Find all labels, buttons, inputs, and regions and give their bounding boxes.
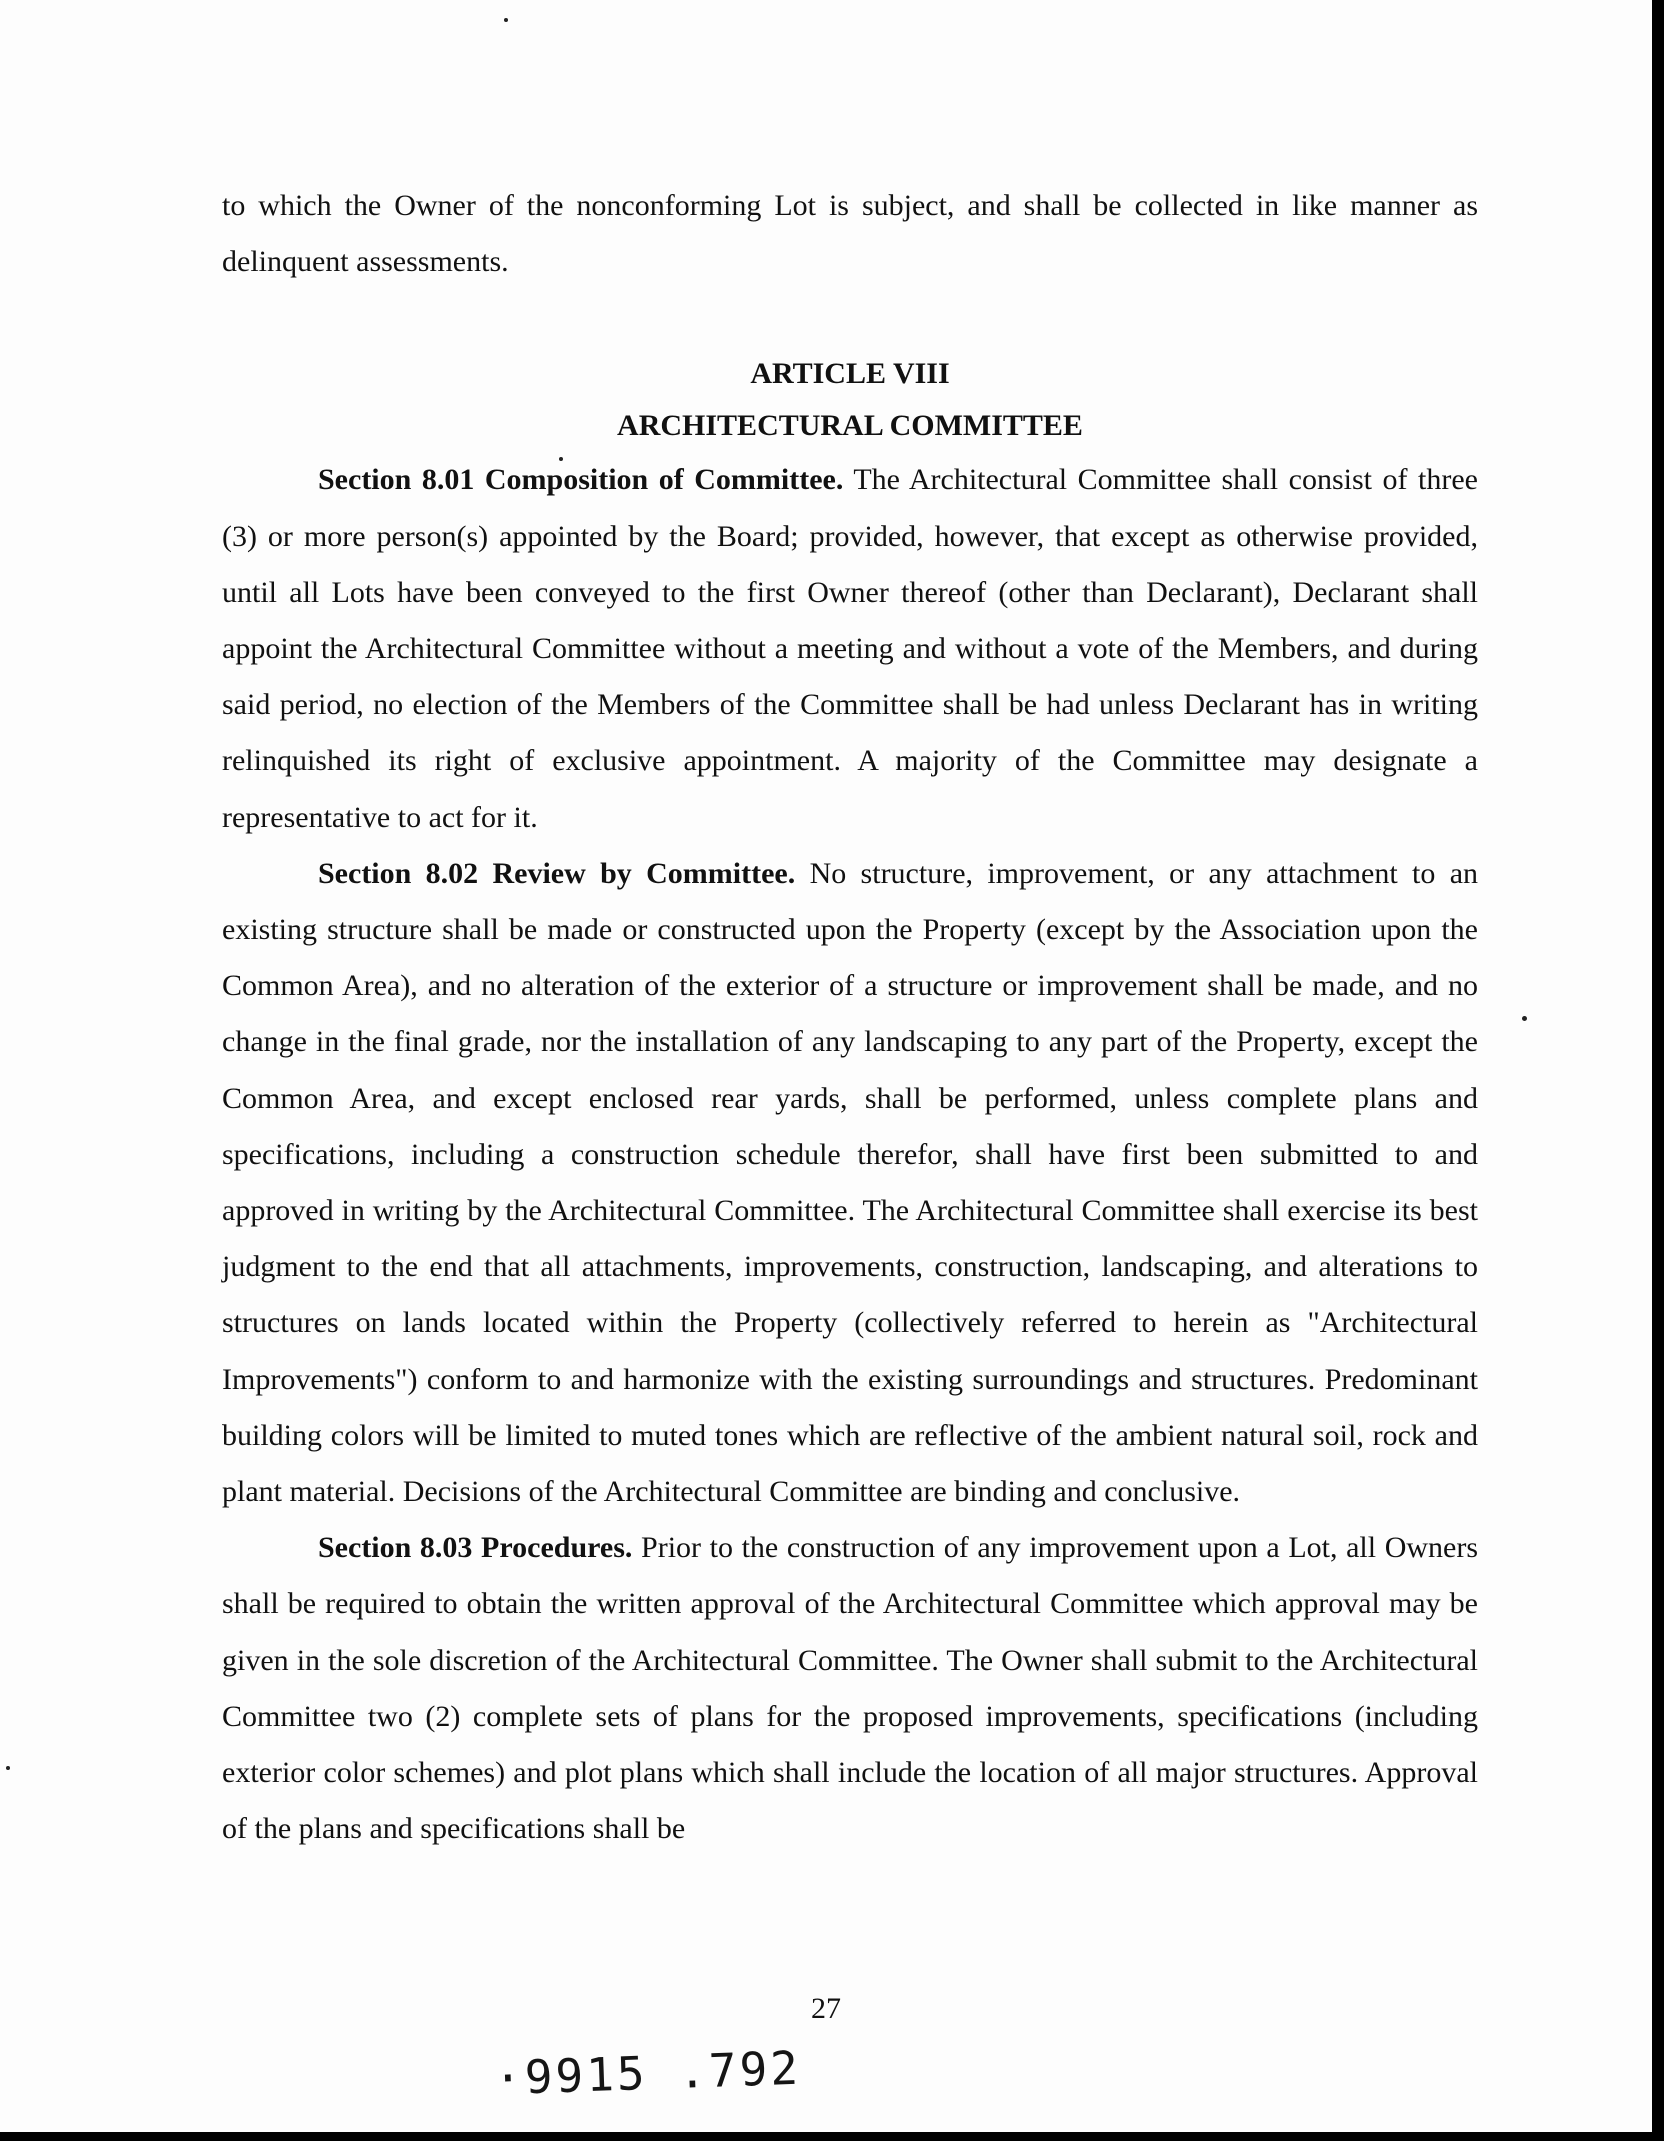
scan-speck bbox=[504, 18, 508, 22]
page-number: 27 bbox=[811, 1992, 841, 2025]
article-title: ARCHITECTURAL COMMITTEE bbox=[617, 409, 1083, 443]
scan-speck bbox=[559, 457, 563, 461]
section-8-02-paragraph bbox=[222, 846, 1478, 1520]
article-number: ARTICLE VIII bbox=[750, 357, 950, 391]
section-8-01-paragraph bbox=[222, 452, 1478, 845]
section-8-03-paragraph bbox=[222, 1520, 1478, 1857]
continuation-paragraph: to which the Owner of the nonconforming Lot is subject, and shall be collected in like manner as delinquent assessments. bbox=[222, 189, 1478, 279]
stamp-mark-icon: · bbox=[493, 2050, 526, 2106]
section-8-02-title: Section 8.02 Review by Committee. bbox=[318, 856, 796, 890]
stamp-number-text: 9915 .792 bbox=[523, 2040, 802, 2105]
section-8-03-title: Section 8.03 Procedures. bbox=[318, 1531, 633, 1565]
section-8-02-body: No structure, improvement, or any attachment to an existing structure shall be made or constructed upon the Property (except by the Association upon the Common Area), and no alteration of the exterior of a structure or improvement shall be made, and no change in the final grade, nor the installation of any landscaping to any part of the Property, except the Common Area, and except enclosed rear yards, shall be performed, unless complete plans and specifications, including a construction schedule therefor, shall have first been submitted to and approved in writing by the Architectural Committee. The Architectural Committee shall exercise its best judgment to the end that all attachments, improvements, construction, landscaping, and alterations to structures on lands located within the Property (collectively referred to herein as "Architectural Improvements") conform to and harmonize with the existing surroundings and structures. Predominant building colors will be limited to muted tones which are reflective of the ambient natural soil, rock and plant material. Decisions of the Architectural Committee are binding and conclusive. bbox=[222, 856, 1479, 1509]
scan-speck bbox=[1522, 1016, 1527, 1021]
document-body bbox=[222, 178, 1478, 1857]
scan-speck bbox=[6, 1766, 10, 1770]
section-8-03-body: Prior to the construction of any improvement upon a Lot, all Owners shall be required to obtain the written approval of the Architectural Committee which approval may be given in the sole discretion of the Architectural Committee. The Owner shall submit to the Architectural Committee two (2) complete sets of plans for the proposed improvements, specifications (including exterior color schemes) and plot plans which shall include the location of all major structures. Approval of the plans and specifications shall be bbox=[222, 1531, 1479, 1846]
bates-stamp-number bbox=[493, 2041, 802, 2106]
section-8-01-title: Section 8.01 Composition of Committee. bbox=[318, 463, 844, 497]
section-8-01-body: The Architectural Committee shall consist of three (3) or more person(s) appointed by the Board; provided, however, that except as otherwise provided, until all Lots have been conveyed to the first Owner thereof (other than Declarant), Declarant shall appoint the Architectural Committee without a meeting and without a vote of the Members, and during said period, no election of the Members of the Committee shall be had unless Declarant has in writing relinquished its right of exclusive appointment. A majority of the Committee may designate a representative to act for it. bbox=[222, 463, 1478, 834]
